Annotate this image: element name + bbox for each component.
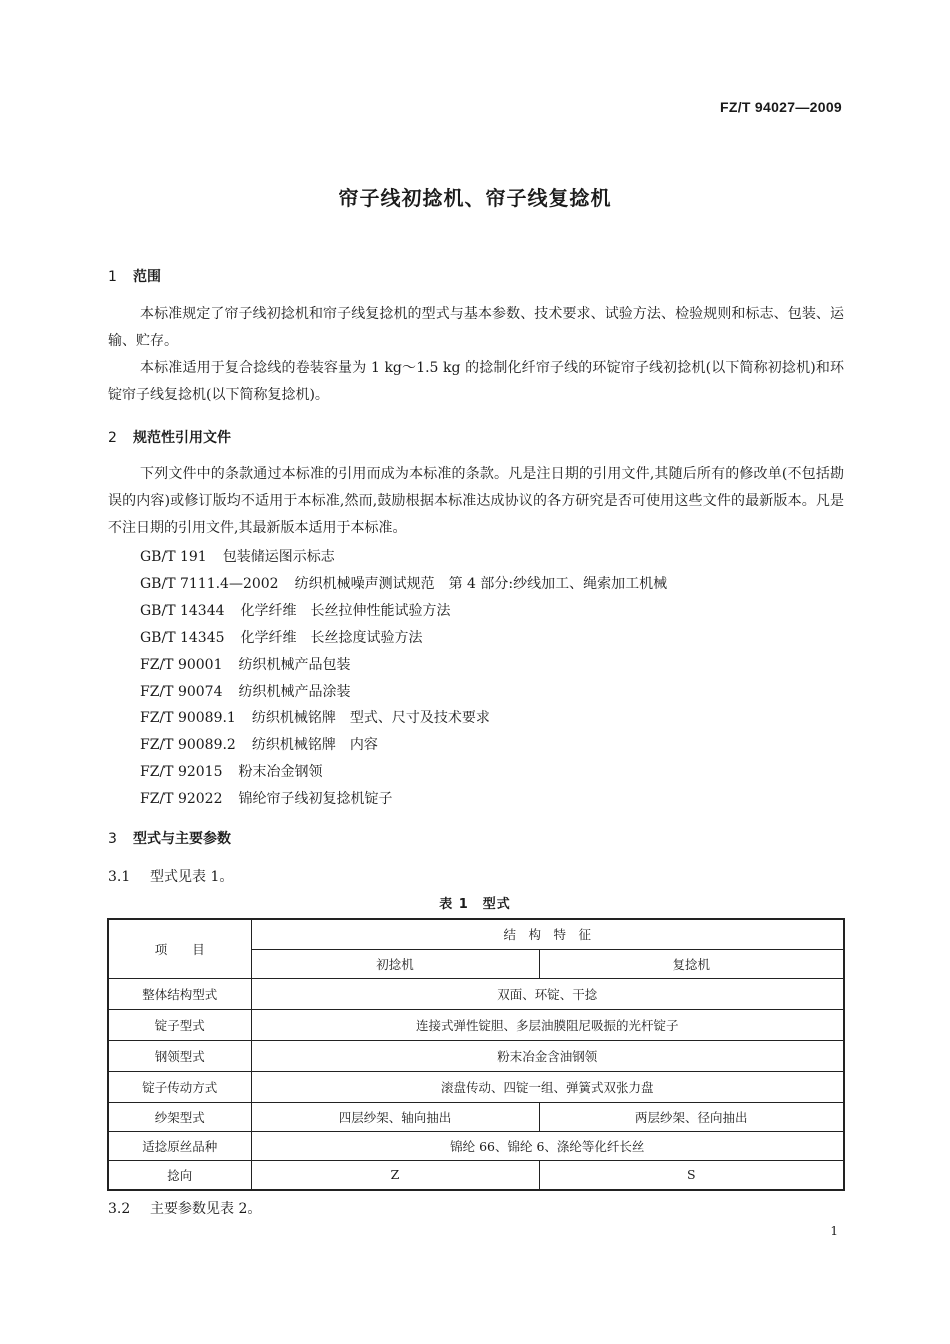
header-initial-twister: 初捻机 (251, 949, 539, 978)
reference-title: 纺织机械铭牌 型式、尺寸及技术要求 (251, 710, 490, 726)
reference-title: 纺织机械产品涂装 (238, 684, 351, 700)
reference-title: 化学纤维 长丝拉伸性能试验方法 (240, 603, 451, 619)
table-header-row (108, 919, 844, 949)
reference-item (140, 654, 350, 674)
row-item: 锭子传动方式 (108, 1071, 251, 1102)
reference-title: 化学纤维 长丝捻度试验方法 (240, 630, 423, 646)
reference-code: GB/T 14345 (140, 630, 225, 646)
reference-title: 锦纶帘子线初复捻机锭子 (238, 791, 393, 807)
reference-item (140, 573, 667, 593)
section-number: 2 (108, 430, 117, 446)
section-heading-types (108, 828, 231, 848)
reference-code: GB/T 7111.4—2002 (140, 576, 279, 592)
reference-item (140, 681, 350, 701)
reference-title: 纺织机械噪声测试规范 第 4 部分:纱线加工、绳索加工机械 (294, 576, 668, 592)
row-value: 粉末冶金含油钢领 (251, 1040, 844, 1071)
reference-item (140, 707, 490, 727)
normative-paragraph: 下列文件中的条款通过本标准的引用而成为本标准的条款。凡是注日期的引用文件,其随后所有的修改单(不包括勘误的内容)或修订版均不适用于本标准,然而,鼓励根据本标准达成协议的各方研究是否可使用这些文件的最新版本。凡是不注日期的引用文件,其最新版本适用于本标准。 (108, 466, 844, 536)
reference-item (140, 600, 451, 620)
row-value-final: S (539, 1160, 844, 1190)
scope-paragraph-2: 本标准适用于复合捻线的卷装容量为 1 kg～1.5 kg 的捻制化纤帘子线的环锭帘子线初捻机(以下简称初捻机)和环锭帘子线复捻机(以下简称复捻机)。 (108, 360, 844, 403)
reference-code: GB/T 191 (140, 549, 207, 565)
section-title: 型式与主要参数 (133, 831, 231, 847)
table-row (108, 1102, 844, 1131)
reference-code: GB/T 14344 (140, 603, 225, 619)
row-value: 双面、环锭、干捻 (251, 978, 844, 1009)
header-item: 项 目 (108, 919, 251, 978)
section-heading-normative (108, 427, 231, 447)
type-table (107, 918, 845, 1191)
table-row (108, 1131, 844, 1160)
reference-title: 纺织机械产品包装 (238, 657, 351, 673)
reference-title: 包装储运图示标志 (222, 549, 335, 565)
row-item: 适捻原丝品种 (108, 1131, 251, 1160)
row-value: 连接式弹性锭胆、多层油膜阻尼吸振的光杆锭子 (251, 1009, 844, 1040)
scope-paragraph-1: 本标准规定了帘子线初捻机和帘子线复捻机的型式与基本参数、技术要求、试验方法、检验规则和标志、包装、运输、贮存。 (108, 306, 844, 349)
row-item: 捻向 (108, 1160, 251, 1190)
clause-text: 主要参数见表 2。 (150, 1201, 262, 1217)
row-item: 钢领型式 (108, 1040, 251, 1071)
row-value: 锦纶 66、锦纶 6、涤纶等化纤长丝 (251, 1131, 844, 1160)
reference-code: FZ/T 92022 (140, 791, 223, 807)
reference-item (140, 734, 378, 754)
row-value: 滚盘传动、四锭一组、弹簧式双张力盘 (251, 1071, 844, 1102)
section-title: 规范性引用文件 (133, 430, 231, 446)
row-item: 整体结构型式 (108, 978, 251, 1009)
reference-code: FZ/T 92015 (140, 764, 223, 780)
clause-number: 3.1 (108, 869, 131, 885)
clause-text: 型式见表 1。 (150, 869, 234, 885)
clause-3-1 (108, 866, 233, 886)
standard-code: FZ/T 94027—2009 (719, 99, 842, 115)
row-value-final: 两层纱架、径向抽出 (539, 1102, 844, 1131)
reference-code: FZ/T 90074 (140, 684, 223, 700)
reference-code: FZ/T 90089.1 (140, 710, 236, 726)
section-number: 3 (108, 831, 117, 847)
reference-title: 粉末冶金钢领 (238, 764, 323, 780)
table-row (108, 978, 844, 1009)
header-final-twister: 复捻机 (539, 949, 844, 978)
table-row (108, 1009, 844, 1040)
clause-number: 3.2 (108, 1201, 131, 1217)
document-title: 帘子线初捻机、帘子线复捻机 (338, 186, 612, 210)
row-item: 纱架型式 (108, 1102, 251, 1131)
reference-title: 纺织机械铭牌 内容 (251, 737, 378, 753)
reference-code: FZ/T 90089.2 (140, 737, 236, 753)
row-item: 锭子型式 (108, 1009, 251, 1040)
table-caption: 表 1 型式 (439, 897, 511, 912)
table-row (108, 1160, 844, 1190)
reference-item (140, 546, 335, 566)
section-heading-scope (108, 266, 161, 286)
reference-item (140, 761, 322, 781)
row-value-initial: Z (251, 1160, 539, 1190)
reference-item (140, 788, 392, 808)
clause-3-2 (108, 1198, 261, 1218)
page-number: 1 (830, 1224, 838, 1238)
reference-code: FZ/T 90001 (140, 657, 223, 673)
table-row (108, 1071, 844, 1102)
row-value-initial: 四层纱架、轴向抽出 (251, 1102, 539, 1131)
table-row (108, 1040, 844, 1071)
section-number: 1 (108, 269, 117, 285)
section-title: 范围 (133, 269, 161, 285)
header-structure-features: 结 构 特 征 (251, 919, 844, 949)
reference-item (140, 627, 423, 647)
